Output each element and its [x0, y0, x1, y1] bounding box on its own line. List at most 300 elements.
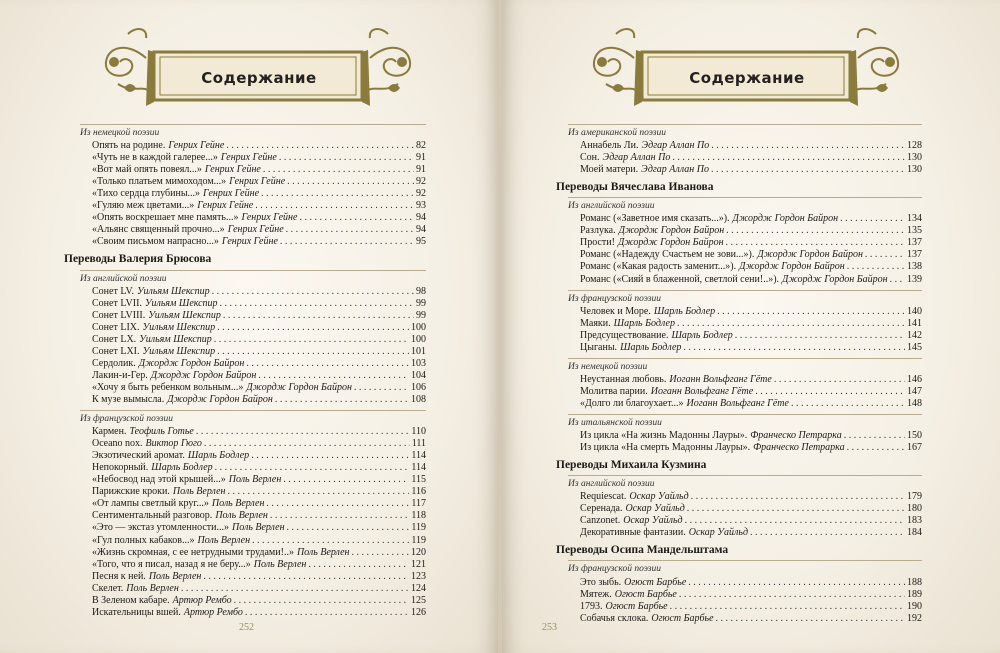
dot-leader	[275, 394, 409, 406]
toc-entry[interactable]	[92, 200, 426, 212]
entry-author: Франческо Петрарка	[750, 430, 842, 442]
toc-entry[interactable]	[580, 430, 922, 442]
entry-author: Джордж Гордон Байрон	[732, 213, 839, 225]
entry-author: Шарль Бодлер	[187, 450, 250, 462]
entry-page-number: 94	[416, 224, 426, 236]
entry-title: Предсуществование.	[580, 329, 669, 341]
toc-entry[interactable]	[92, 595, 426, 607]
toc-group	[568, 414, 922, 454]
entry-author: Шарль Бодлер	[151, 462, 213, 474]
entry-title: «Это — экстаз утомленности...»	[92, 522, 229, 534]
dot-leader	[214, 334, 409, 346]
toc-entry[interactable]	[92, 286, 426, 298]
entry-page-number: 98	[416, 285, 426, 297]
toc-entry[interactable]	[580, 503, 922, 515]
dot-leader	[217, 322, 409, 334]
entry-author: Огюст Барбье	[651, 612, 714, 624]
entry-title: «Гул полных кабаков...»	[92, 534, 195, 546]
toc-entry[interactable]	[92, 426, 426, 438]
entry-author: Генрих Гейне	[229, 176, 286, 188]
toc-entry[interactable]	[580, 577, 922, 589]
toc-entry[interactable]	[92, 394, 426, 406]
right-page	[502, 0, 1000, 653]
toc-entry[interactable]	[92, 450, 426, 462]
entry-author: Поль Верлен	[172, 486, 226, 498]
toc-entry[interactable]	[580, 442, 922, 454]
toc-entry[interactable]	[92, 522, 426, 534]
entry-page-number: 100	[411, 333, 426, 345]
dot-leader	[204, 438, 410, 450]
entry-page-number: 111	[411, 438, 426, 450]
toc-entry[interactable]	[580, 318, 922, 330]
entry-author: Уильям Шекспир	[142, 321, 216, 333]
entry-title: Сонет LX.	[92, 333, 137, 345]
toc-entry[interactable]	[580, 140, 922, 152]
entry-title: Опять на родине.	[92, 140, 166, 152]
dot-leader	[263, 164, 414, 176]
entry-title: «Жизнь скромная, с ее нетрудными трудами!..»	[92, 546, 294, 558]
entry-page-number: 82	[416, 140, 426, 152]
dot-leader	[352, 547, 409, 559]
toc-entry[interactable]	[580, 398, 922, 410]
toc-entry[interactable]	[92, 164, 426, 176]
toc-entry[interactable]	[580, 342, 922, 354]
group-title: Из итальянской поэзии	[568, 417, 662, 428]
entry-page-number: 125	[411, 594, 426, 606]
entry-page-number: 124	[411, 582, 426, 594]
toc-entry[interactable]	[92, 358, 426, 370]
entry-author: Эдгар Аллан По	[602, 152, 671, 164]
entry-author: Поль Верлен	[211, 498, 265, 510]
group-title: Из немецкой поэзии	[80, 128, 160, 138]
toc-entry[interactable]	[92, 310, 426, 322]
toc-entry[interactable]	[92, 571, 426, 583]
entry-title: «Гуляю меж цветами...»	[92, 200, 195, 212]
entry-author: Уильям Шекспир	[136, 285, 210, 297]
entry-page-number: 116	[411, 486, 426, 498]
dot-leader	[791, 398, 905, 410]
toc-entry[interactable]	[92, 298, 426, 310]
entry-page-number: 99	[416, 309, 426, 321]
entry-page-number: 142	[907, 329, 922, 341]
dot-leader	[844, 430, 905, 442]
dot-leader	[212, 286, 414, 298]
dot-leader	[354, 382, 409, 394]
entry-title: Серенада.	[580, 503, 623, 515]
dot-leader	[280, 236, 414, 248]
entry-author: Артюр Рембо	[172, 594, 232, 606]
entry-author: Огюст Барбье	[605, 600, 668, 612]
entry-page-number: 179	[907, 491, 922, 503]
dot-leader	[181, 583, 409, 595]
entry-page-number: 91	[416, 152, 426, 164]
toc-entry[interactable]	[580, 374, 922, 386]
entry-title: Маяки.	[580, 317, 611, 329]
entry-page-number: 101	[411, 345, 426, 357]
toc-group	[568, 560, 922, 624]
group-title: Из французской поэзии	[80, 414, 174, 425]
table-of-contents	[64, 124, 426, 623]
dot-leader	[750, 527, 905, 539]
entry-title: Сердолик.	[92, 357, 136, 369]
entry-page-number: 135	[907, 225, 922, 237]
entry-page-number: 104	[411, 369, 426, 381]
entry-title: Человек и Море.	[580, 305, 651, 317]
dot-leader	[266, 498, 409, 510]
entry-author: Джордж Гордон Байрон	[150, 369, 257, 381]
dot-leader	[261, 188, 414, 200]
entry-title: Цыганы.	[580, 341, 618, 353]
dot-leader	[270, 510, 409, 522]
entry-author: Генрих Гейне	[220, 152, 277, 164]
group-title: Из французской поэзии	[568, 564, 662, 575]
toc-entry[interactable]	[580, 249, 922, 261]
dot-leader	[287, 522, 410, 534]
dot-leader	[679, 589, 905, 601]
entry-page-number: 146	[907, 373, 922, 385]
entry-author: Эдгар Аллан По	[641, 164, 709, 176]
entry-author: Шарль Бодлер	[653, 305, 716, 317]
group-title: Из английской поэзии	[568, 479, 655, 490]
entry-title: Экзотический аромат.	[92, 450, 185, 462]
entry-title: Романс («Заветное имя сказать...»).	[580, 213, 730, 225]
toc-entry[interactable]	[580, 613, 922, 625]
entry-title: Сонет LXI.	[92, 345, 140, 357]
dot-leader	[735, 330, 905, 342]
entry-title: Песня к ней.	[92, 570, 146, 582]
entry-title: «Того, что я писал, назад я не беру...»	[92, 558, 251, 570]
toc-group	[80, 270, 426, 407]
entry-title: Скелет.	[92, 582, 124, 594]
toc-entry[interactable]	[92, 140, 426, 152]
dot-leader	[245, 607, 409, 619]
entry-author: Джордж Гордон Байрон	[246, 381, 352, 393]
entry-author: Уильям Шекспир	[144, 297, 218, 309]
entry-title: Requiescat.	[580, 491, 627, 503]
toc-entry[interactable]	[92, 322, 426, 334]
entry-title: Из цикла «На жизнь Мадонны Лауры».	[580, 430, 748, 442]
dot-leader	[299, 212, 414, 224]
entry-author: Джордж Гордон Байрон	[739, 261, 845, 273]
entry-author: Генрих Гейне	[168, 140, 225, 152]
toc-entry[interactable]	[580, 164, 922, 176]
entry-page-number: 103	[411, 357, 426, 369]
entry-author: Поль Верлен	[215, 510, 268, 522]
toc-entry[interactable]	[92, 462, 426, 474]
toc-entry[interactable]	[580, 213, 922, 225]
section-title: Переводы Вячеслава Иванова	[556, 181, 714, 194]
toc-entry[interactable]	[92, 224, 426, 236]
toc-entry[interactable]	[580, 515, 922, 527]
toc-group	[568, 290, 922, 354]
entry-author: Поль Верлен	[253, 558, 307, 570]
dot-leader	[755, 386, 905, 398]
dot-leader	[726, 237, 905, 249]
entry-page-number: 130	[907, 164, 922, 176]
dot-leader	[840, 213, 905, 225]
toc-entry[interactable]	[92, 152, 426, 164]
entry-page-number: 148	[907, 397, 922, 409]
dot-leader	[255, 200, 414, 212]
dot-leader	[890, 274, 905, 286]
page-number: 253	[542, 622, 557, 633]
dot-leader	[252, 535, 409, 547]
entry-title: «Долго ли благоухает...»	[580, 397, 684, 409]
section-title: Переводы Валерия Брюсова	[64, 253, 212, 266]
dot-leader	[717, 306, 905, 318]
dot-leader	[672, 152, 905, 164]
entry-author: Генрих Гейне	[197, 200, 254, 212]
entry-author: Иоганн Вольфганг Гёте	[669, 373, 772, 385]
toc-entry[interactable]	[92, 535, 426, 547]
entry-author: Джордж Гордон Байрон	[167, 393, 273, 405]
entry-author: Поль Верлен	[148, 570, 202, 582]
entry-author: Виктор Гюго	[145, 438, 202, 450]
toc-entry[interactable]	[580, 274, 922, 286]
entry-page-number: 123	[411, 570, 426, 582]
entry-title: Сонет LVII.	[92, 297, 142, 309]
toc-group	[568, 124, 922, 176]
toc-group	[568, 358, 922, 410]
entry-author: Уильям Шекспир	[142, 345, 216, 357]
entry-author: Уильям Шекспир	[139, 333, 212, 345]
entry-title: «Чуть не в каждой галерее...»	[92, 152, 218, 164]
entry-page-number: 121	[411, 558, 426, 570]
entry-page-number: 145	[907, 341, 922, 353]
page-title: Содержание	[201, 69, 317, 87]
toc-entry[interactable]	[580, 306, 922, 318]
dot-leader	[688, 577, 905, 589]
entry-author: Огюст Барбье	[624, 576, 687, 588]
dot-leader	[287, 176, 414, 188]
entry-author: Джордж Гордон Байрон	[757, 249, 863, 261]
dot-leader	[258, 370, 409, 382]
dot-leader	[726, 225, 905, 237]
entry-page-number: 92	[416, 176, 426, 188]
entry-author: Уильям Шекспир	[148, 309, 221, 321]
toc-entry[interactable]	[580, 152, 922, 164]
entry-author: Иоганн Вольфганг Гёте	[686, 397, 789, 409]
left-page	[0, 0, 498, 653]
entry-author: Джордж Гордон Байрон	[782, 273, 888, 285]
group-title: Из американской поэзии	[568, 128, 666, 138]
toc-entry[interactable]	[92, 498, 426, 510]
entry-author: Шарль Бодлер	[671, 329, 733, 341]
entry-title: «Только платьем мимоходом...»	[92, 176, 227, 188]
dot-leader	[677, 318, 905, 330]
entry-title: Сонет LIX.	[92, 321, 140, 333]
toc-entry[interactable]	[92, 236, 426, 248]
entry-page-number: 128	[907, 140, 922, 152]
entry-page-number: 190	[907, 600, 922, 612]
dot-leader	[234, 595, 409, 607]
toc-entry[interactable]	[92, 486, 426, 498]
entry-title: Сонет LV.	[92, 285, 134, 297]
toc-entry[interactable]	[92, 382, 426, 394]
entry-author: Поль Верлен	[296, 546, 350, 558]
dot-leader	[203, 571, 409, 583]
entry-title: «Небосвод над этой крышей...»	[92, 474, 226, 486]
entry-title: Сентиментальный разговор.	[92, 510, 213, 522]
entry-page-number: 184	[907, 527, 922, 539]
entry-title: Oceano nox.	[92, 438, 143, 450]
entry-title: «Опять воскрешает мне память...»	[92, 212, 239, 224]
entry-page-number: 114	[411, 462, 426, 474]
entry-title: Декоративные фантазии.	[580, 527, 686, 539]
toc-entry[interactable]	[92, 510, 426, 522]
entry-page-number: 189	[907, 588, 922, 600]
entry-page-number: 100	[411, 321, 426, 333]
group-title: Из французской поэзии	[568, 293, 662, 304]
entry-author: Оскар Уайльд	[629, 491, 689, 503]
entry-title: Сон.	[580, 152, 600, 164]
entry-title: Аннабель Ли.	[580, 140, 639, 152]
toc-entry[interactable]	[580, 237, 922, 249]
entry-title: Лакин-и-Гер.	[92, 369, 148, 381]
dot-leader	[685, 515, 905, 527]
header-banner	[576, 22, 916, 114]
entry-author: Генрих Гейне	[241, 212, 298, 224]
entry-page-number: 192	[907, 612, 922, 624]
entry-page-number: 93	[416, 200, 426, 212]
header-banner	[88, 22, 428, 114]
entry-title: Прости!	[580, 237, 615, 249]
entry-author: Иоганн Вольфганг Гёте	[650, 385, 754, 397]
dot-leader	[227, 486, 409, 498]
toc-entry[interactable]	[92, 370, 426, 382]
toc-entry[interactable]	[92, 346, 426, 358]
dot-leader	[308, 559, 409, 571]
toc-entry[interactable]	[92, 188, 426, 200]
entry-page-number: 94	[416, 212, 426, 224]
entry-page-number: 99	[416, 297, 426, 309]
dot-leader	[683, 342, 905, 354]
entry-title: «Тихо сердца глубины...»	[92, 188, 201, 200]
toc-group	[80, 124, 426, 248]
toc-entry[interactable]	[92, 176, 426, 188]
toc-entry[interactable]	[580, 589, 922, 601]
entry-author: Генрих Гейне	[227, 224, 284, 236]
entry-page-number: 120	[411, 546, 426, 558]
dot-leader	[716, 613, 905, 625]
toc-entry[interactable]	[580, 491, 922, 503]
entry-title: Это зыбь.	[580, 576, 622, 588]
entry-author: Джордж Гордон Байрон	[618, 225, 725, 237]
entry-page-number: 180	[907, 503, 922, 515]
dot-leader	[215, 462, 410, 474]
toc-entry[interactable]	[92, 547, 426, 559]
toc-entry[interactable]	[580, 261, 922, 273]
entry-page-number: 139	[907, 273, 922, 285]
entry-title: Моей матери.	[580, 164, 639, 176]
dot-leader	[251, 450, 409, 462]
entry-page-number: 108	[411, 393, 426, 405]
entry-author: Поль Верлен	[228, 474, 282, 486]
entry-page-number: 110	[411, 426, 426, 438]
dot-leader	[279, 152, 414, 164]
table-of-contents	[556, 124, 922, 629]
page-title: Содержание	[689, 69, 805, 87]
dot-leader	[711, 164, 905, 176]
entry-title: Мятеж.	[580, 588, 612, 600]
dot-leader	[226, 140, 414, 152]
dot-leader	[687, 503, 905, 515]
entry-title: Собачья склока.	[580, 612, 649, 624]
entry-author: Франческо Петрарка	[753, 442, 845, 454]
entry-author: Генрих Гейне	[204, 164, 261, 176]
entry-title: «Хочу я быть ребенком вольным...»	[92, 381, 244, 393]
entry-title: Разлука.	[580, 225, 616, 237]
entry-author: Огюст Барбье	[614, 588, 677, 600]
entry-author: Джордж Гордон Байрон	[617, 237, 724, 249]
entry-author: Шарль Бодлер	[620, 341, 682, 353]
entry-title: Кармен.	[92, 426, 127, 438]
entry-author: Оскар Уайльд	[623, 515, 683, 527]
toc-entry[interactable]	[92, 583, 426, 595]
dot-leader	[847, 261, 905, 273]
entry-page-number: 167	[907, 442, 922, 454]
entry-title: Парижские кроки.	[92, 486, 170, 498]
toc-entry[interactable]	[580, 330, 922, 342]
entry-title: Непокорный.	[92, 462, 149, 474]
entry-title: Романс («Какая радость заменит...»).	[580, 261, 737, 273]
entry-author: Эдгар Аллан По	[641, 140, 710, 152]
toc-entry[interactable]	[580, 601, 922, 613]
section-title: Переводы Михаила Кузмина	[556, 459, 707, 472]
entry-page-number: 95	[416, 236, 426, 248]
entry-author: Поль Верлен	[126, 582, 179, 594]
entry-page-number: 117	[411, 498, 426, 510]
entry-title: «Своим письмом напрасно...»	[92, 236, 219, 248]
entry-page-number: 119	[411, 534, 426, 546]
entry-page-number: 114	[411, 450, 426, 462]
toc-entry[interactable]	[92, 559, 426, 571]
entry-page-number: 183	[907, 515, 922, 527]
dot-leader	[691, 491, 905, 503]
entry-author: Теофиль Готье	[129, 426, 194, 438]
toc-entry[interactable]	[92, 607, 426, 619]
toc-group	[80, 410, 426, 619]
dot-leader	[217, 346, 409, 358]
entry-author: Оскар Уайльд	[688, 527, 749, 539]
toc-entry[interactable]	[92, 334, 426, 346]
entry-title: Романс («Надежду Счастьем не зови...»).	[580, 249, 755, 261]
dot-leader	[286, 224, 414, 236]
toc-entry[interactable]	[580, 527, 922, 539]
entry-page-number: 130	[907, 152, 922, 164]
toc-entry[interactable]	[92, 438, 426, 450]
entry-title: К музе вымысла.	[92, 393, 165, 405]
group-title: Из английской поэзии	[80, 273, 167, 284]
entry-page-number: 118	[411, 510, 426, 522]
entry-page-number: 134	[907, 213, 922, 225]
entry-author: Генрих Гейне	[221, 236, 278, 248]
entry-page-number: 140	[907, 305, 922, 317]
toc-entry[interactable]	[580, 386, 922, 398]
entry-title: «От лампы светлый круг...»	[92, 498, 209, 510]
entry-author: Поль Верлен	[197, 534, 251, 546]
toc-group	[568, 197, 922, 285]
dot-leader	[220, 298, 414, 310]
entry-title: «Альянс священный прочно...»	[92, 224, 225, 236]
group-title: Из немецкой поэзии	[568, 361, 648, 372]
toc-entry[interactable]	[92, 474, 426, 486]
toc-entry[interactable]	[580, 225, 922, 237]
entry-page-number: 115	[411, 474, 426, 486]
toc-entry[interactable]	[92, 212, 426, 224]
section-title: Переводы Осипа Мандельштама	[556, 544, 729, 557]
page-number: 252	[239, 622, 254, 633]
